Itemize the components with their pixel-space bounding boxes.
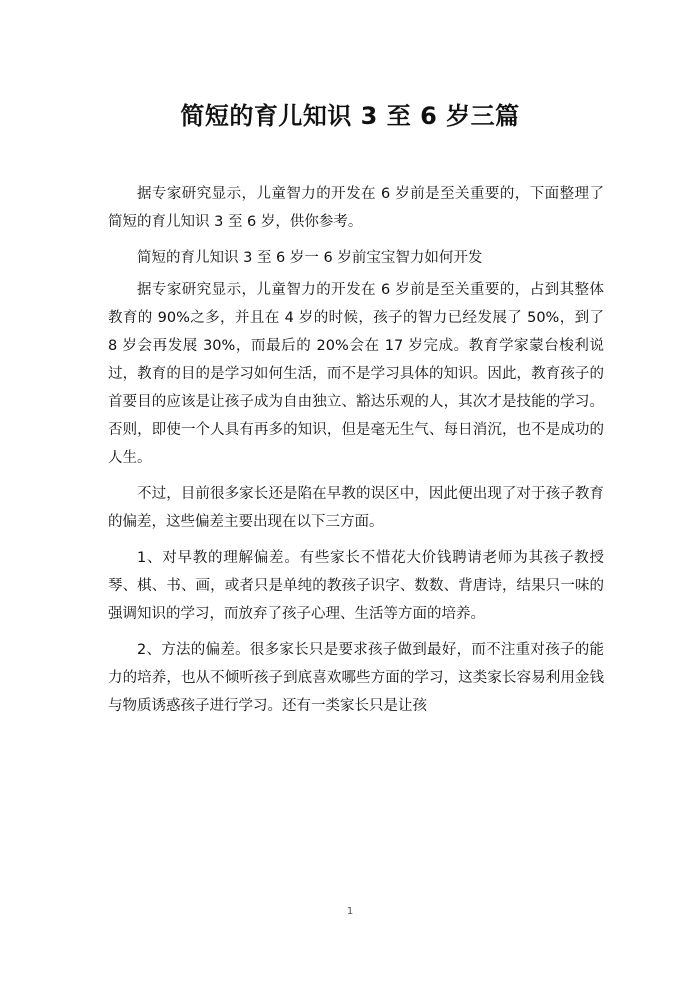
paragraph-intelligence: 据专家研究显示，儿童智力的开发在 6 岁前是至关重要的，占到其整体教育的 90%之多，并且在 4 岁的时候，孩子的智力已经发展了 50%，到了 8 岁会再发展 30%，而最后的 20%会在 17 岁完成。教育学家蒙台梭利说过，教育的目的是学习如何生活，而不是学习具体的知识。因此，教育孩子的首要目的应该是让孩子成为自由独立、豁达乐观的人，其次才是技能的学习。否则，即使一个人具有再多的知识，但是毫无生气、每日消沉，也不是成功的人生。 bbox=[108, 282, 604, 466]
paragraph-point-1: 1、对早教的理解偏差。有些家长不惜花大价钱聘请老师为其孩子教授琴、棋、书、画，或者只是单纯的教孩子识字、数数、背唐诗，结果只一味的强调知识的学习，而放弃了孩子心理、生活等方面的培养。 bbox=[108, 550, 604, 622]
paragraph-intro: 据专家研究显示，儿童智力的开发在 6 岁前是至关重要的，下面整理了简短的育儿知识 3 至 6 岁，供你参考。 bbox=[108, 186, 604, 230]
paragraph-point-2: 2、方法的偏差。很多家长只是要求孩子做到最好，而不注重对孩子的能力的培养，也从不倾听孩子到底喜欢哪些方面的学习，这类家长容易利用金钱与物质诱惑孩子进行学习。还有一类家长只是让孩 bbox=[108, 642, 604, 714]
paragraph-misconceptions: 不过，目前很多家长还是陷在早教的误区中，因此便出现了对于孩子教育的偏差，这些偏差主要出现在以下三方面。 bbox=[108, 486, 604, 530]
document-body bbox=[108, 180, 604, 728]
page-number: 1 bbox=[346, 906, 354, 917]
document-title: 简短的育儿知识 3 至 6 岁三篇 bbox=[180, 102, 520, 130]
paragraph-subheading: 简短的育儿知识 3 至 6 岁一 6 岁前宝宝智力如何开发 bbox=[137, 250, 483, 266]
